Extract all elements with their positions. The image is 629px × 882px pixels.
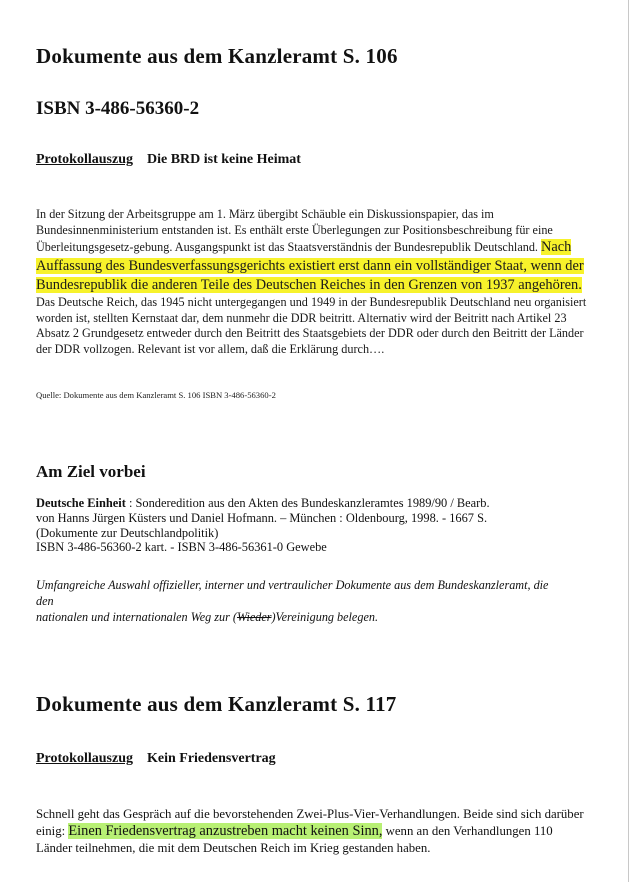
struck-word: Wieder (236, 610, 272, 624)
reference-line-4: ISBN 3-486-56360-2 kart. - ISBN 3-486-56361-0 Gewebe (36, 540, 327, 555)
protokoll-title: Die BRD ist keine Heimat (146, 152, 301, 167)
section1-protokoll (36, 152, 606, 168)
section2-title: Am Ziel vorbei (36, 462, 146, 481)
protokoll-label: Protokollauszug (36, 152, 133, 167)
description-line-2: den (36, 594, 54, 608)
section1-paragraph (36, 207, 602, 358)
reference-line-3: (Dokumente zur Deutschlandpolitik) (36, 525, 219, 540)
paragraph-rest: Das Deutsche Reich, das 1945 nicht untergegangen und 1949 in der Bundesrepublik Deutschland neu organisiert worden ist, stellten Kernstaat dar, dem nunmehr die DDR beitritt. Alternativ wird der Beitritt nach Artikel 23 Absatz 2 Grundgesetz entweder durch den Beitritt des Staatsgebiets der DDR oder durch den Beitritt der Länder der DDR vollzogen. Relevant ist vor allem, daß die Erklärung durch…. (36, 295, 587, 356)
protokoll-label: Protokollauszug (36, 751, 133, 766)
section2-reference (36, 496, 606, 555)
section1-isbn: ISBN 3-486-56360-2 (36, 98, 200, 119)
section1-title: Dokumente aus dem Kanzleramt S. 106 (36, 44, 398, 68)
section1-source: Quelle: Dokumente aus dem Kanzleramt S. 106 ISBN 3-486-56360-2 (36, 390, 276, 400)
section2-description (36, 577, 606, 625)
reference-line-1: Deutsche Einheit : Sonderedition aus den Akten des Bundeskanzleramtes 1989/90 / Bearb. (36, 496, 490, 510)
description-line-3: nationalen und internationalen Weg zur (Wieder)Vereinigung belegen. (36, 610, 378, 624)
highlighted-statement: Nach Auffassung des Bundesverfassungsgerichts existiert erst dann ein vollständiger Staat, wenn der Bundesrepublik die anderen Teile des Deutschen Reiches in den Grenzen von 1937 angehören. (36, 239, 584, 294)
section3-paragraph (36, 806, 606, 857)
paragraph-intro: In der Sitzung der Arbeitsgruppe am 1. März übergibt Schäuble ein Diskussionspapier, das im Bundesinnenministerium entstanden ist. Es enthält erste Überlegungen zur Positionsbeschreibung für eine Überleitungsgesetz-gebung. Ausgangspunkt ist das Staatsverständnis der Bundesrepublik Deutschland. (36, 207, 553, 255)
description-line-1: Umfangreiche Auswahl offizieller, interner und vertraulicher Dokumente aus dem Bundeskanzleramt, die (36, 578, 549, 592)
reference-title: Deutsche Einheit (36, 496, 126, 510)
protokoll-title: Kein Friedensvertrag (146, 751, 276, 766)
paragraph-line-2: einig: Einen Friedensvertrag anzustreben macht keinen Sinn, wenn an den Verhandlungen 110 (36, 823, 553, 839)
section3-protokoll (36, 751, 606, 767)
section3-title: Dokumente aus dem Kanzleramt S. 117 (36, 692, 397, 716)
reference-line-2: von Hanns Jürgen Küsters und Daniel Hofmann. – München : Oldenbourg, 1998. - 1667 S. (36, 510, 488, 525)
paragraph-line-1: Schnell geht das Gespräch auf die bevorstehenden Zwei-Plus-Vier-Verhandlungen. Beide sind sich darüber (36, 807, 584, 821)
highlighted-statement: Einen Friedensvertrag anzustreben macht keinen Sinn, (68, 823, 383, 839)
paragraph-line-3: Länder teilnehmen, die mit dem Deutschen Reich im Krieg gestanden haben. (36, 841, 431, 855)
